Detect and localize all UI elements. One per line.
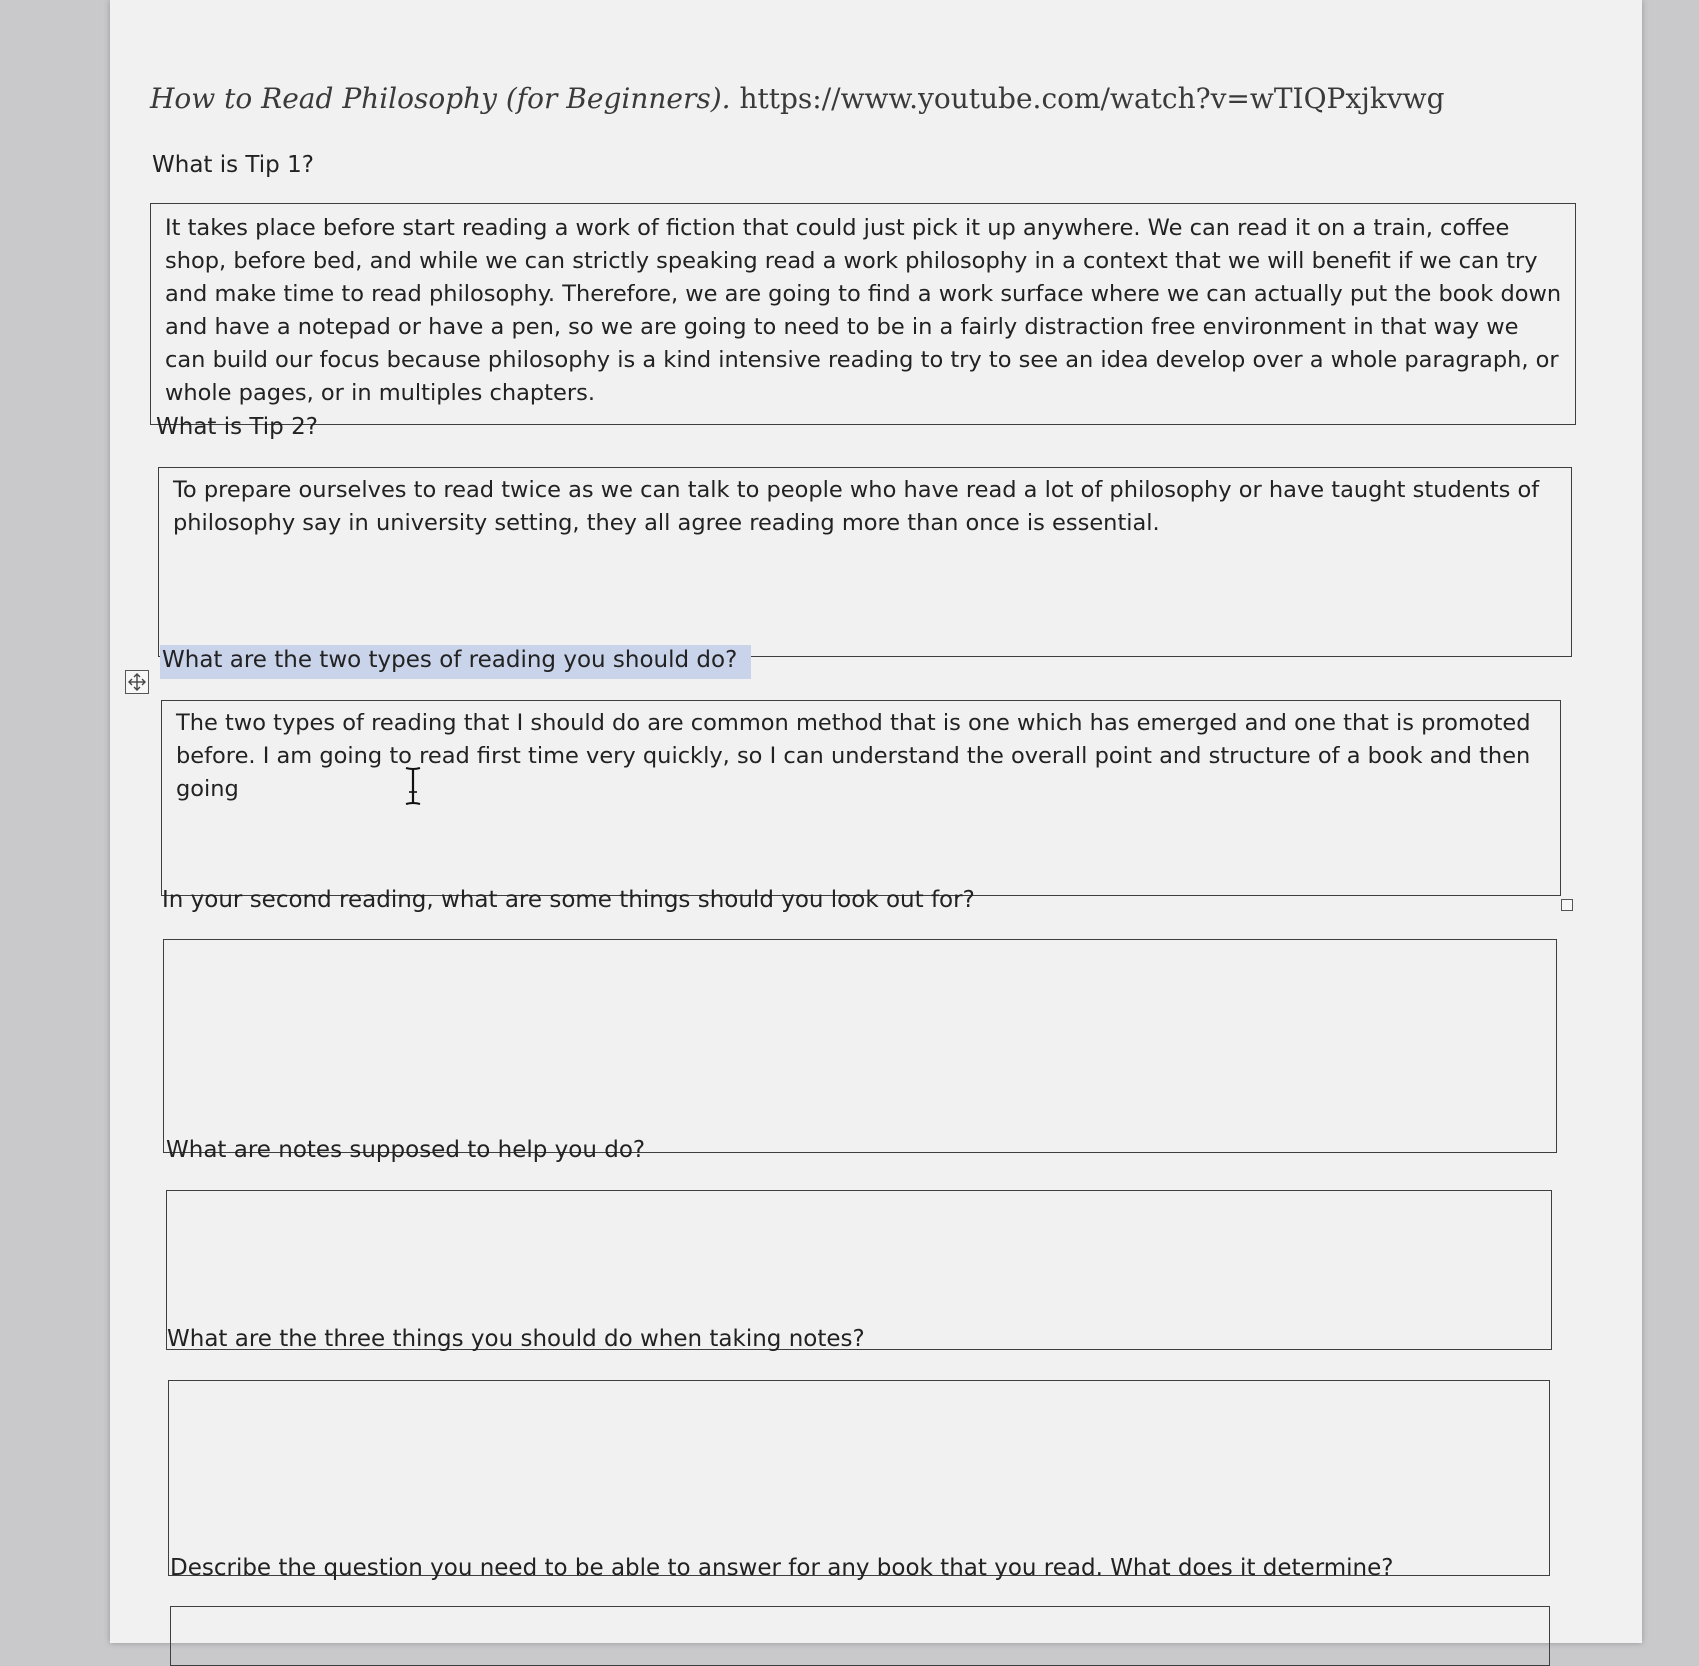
answer-box-tip-2[interactable] [158,467,1572,657]
answer-box-two-types-reading[interactable] [161,700,1561,896]
resize-square-icon[interactable] [1561,899,1573,911]
question-notes-purpose: What are notes supposed to help you do? [166,1137,646,1163]
question-describe-book-question: Describe the question you need to be able to answer for any book that you read. What does it determine? [170,1555,1394,1581]
question-two-types-reading: What are the two types of reading you should do? [160,645,751,679]
answer-box-three-things-notes[interactable] [168,1380,1550,1576]
answer-box-describe-book-question[interactable] [170,1606,1550,1666]
document-page[interactable] [110,0,1642,1643]
source-url[interactable]: https://www.youtube.com/watch?v=wTIQPxjkvwg [739,82,1445,115]
source-citation [150,82,1445,115]
question-tip-2: What is Tip 2? [156,414,318,440]
answer-box-tip-1[interactable] [150,203,1576,425]
answer-box-second-reading[interactable] [163,939,1557,1153]
answer-text-two-types-reading[interactable]: The two types of reading that I should do are common method that is one which has emerged and one that is promoted before. I am going to read first time very quickly, so I can understand the overall point and structure of a book and then going [176,710,1531,802]
answer-text-tip-1[interactable]: It takes place before start reading a work of fiction that could just pick it up anywhere. We can read it on a train, coffee shop, before bed, and while we can strictly speaking read a work philosophy in a context that we will benefit if we can try and make time to read philosophy. Therefore, we are going to find a work surface where we can actually put the book down and have a notepad or have a pen, so we are going to need to be in a fairly distraction free environment in that way we can build our focus because philosophy is a kind intensive reading to try to see an idea develop over a whole paragraph, or whole pages, or in multiples chapters. [165,215,1562,406]
question-second-reading: In your second reading, what are some things should you look out for? [162,887,975,913]
move-arrows-icon[interactable] [125,670,149,694]
question-tip-1: What is Tip 1? [152,152,314,178]
question-three-things-notes: What are the three things you should do when taking notes? [167,1326,865,1352]
source-title: How to Read Philosophy (for Beginners). [150,82,731,115]
text-cursor-icon [402,766,424,806]
answer-text-tip-2[interactable]: To prepare ourselves to read twice as we can talk to people who have read a lot of philosophy or have taught students of philosophy say in university setting, they all agree reading more than once is essential. [173,477,1540,536]
